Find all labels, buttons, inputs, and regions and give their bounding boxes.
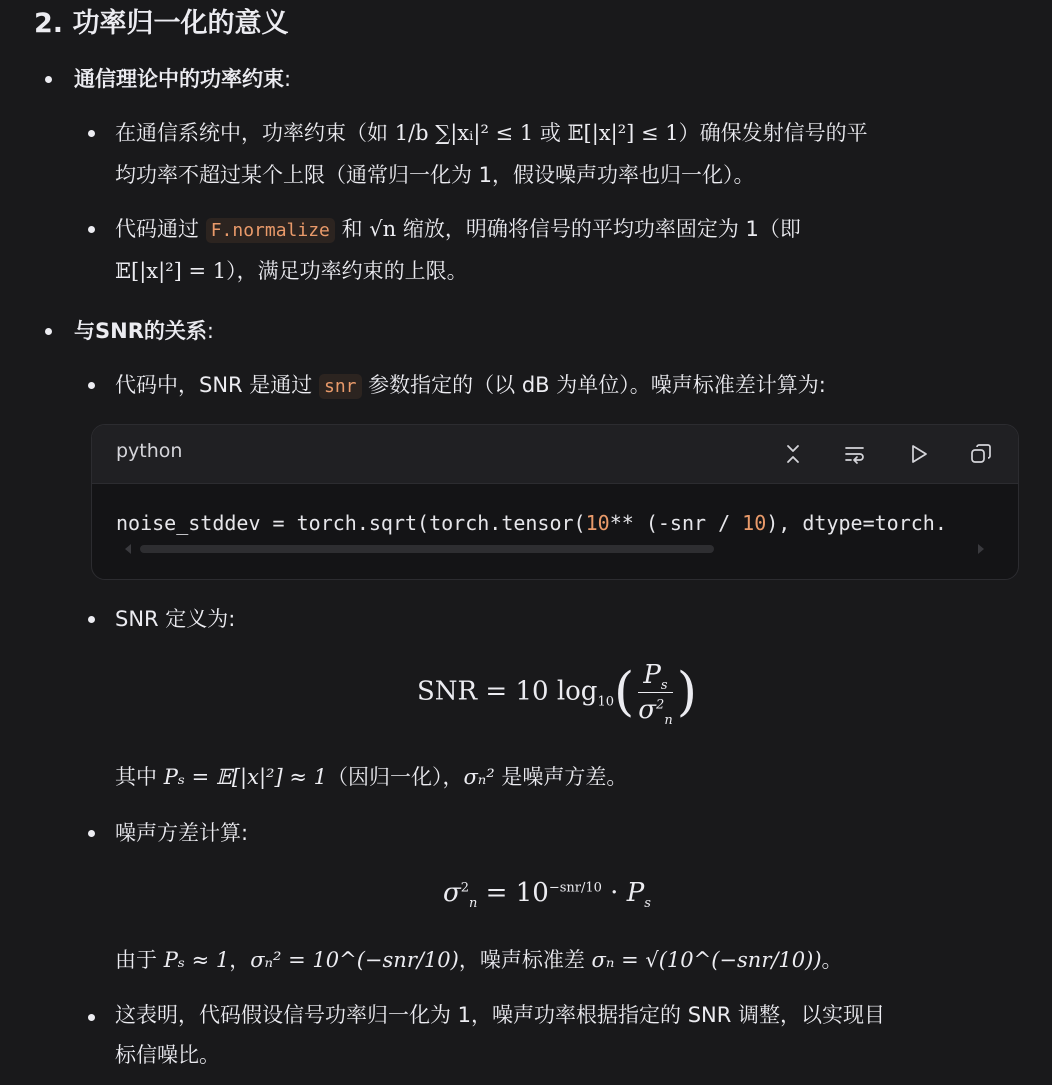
code-token: ), dtype=torch. xyxy=(766,511,947,535)
equation-note xyxy=(115,762,627,792)
math-power-sum: 1/b ∑|xᵢ|² ≤ 1 xyxy=(394,121,534,145)
eq-token: log xyxy=(548,676,598,707)
math-ps: Pₛ = 𝔼[|x|²] ≈ 1 xyxy=(163,765,327,789)
text-span: 和 xyxy=(334,217,370,241)
math-sigma-n: σₙ = √(10^(−snr/10)) xyxy=(591,948,822,972)
eq-token: n xyxy=(469,896,478,912)
horizontal-scrollbar[interactable] xyxy=(140,545,714,553)
inline-code-snr: snr xyxy=(319,374,362,399)
math-expectation: 𝔼[|x|²] = 1 xyxy=(115,259,227,283)
eq-token: −snr/10 xyxy=(548,880,602,896)
bullet-dot xyxy=(88,130,95,137)
bullet-text xyxy=(115,214,801,246)
bullet-text-cont xyxy=(115,256,468,286)
fraction xyxy=(638,660,673,729)
text-span: 代码通过 xyxy=(115,217,206,241)
colon: : xyxy=(206,319,214,343)
bullet-dot xyxy=(88,382,95,389)
code-token: noise_stddev = torch.sqrt(torch.tensor( xyxy=(116,511,586,535)
bullet-dot xyxy=(88,1014,95,1021)
text-span: 由于 xyxy=(115,948,164,972)
bullet-text-cont: 标信噪比。 xyxy=(115,1043,220,1067)
eq-token: 10 xyxy=(597,694,614,710)
text-span: 是噪声方差。 xyxy=(494,765,628,789)
math-sigma: σₙ² xyxy=(463,765,495,789)
text-span: ），满足功率约束的上限。 xyxy=(226,259,468,283)
code-number: 10 xyxy=(742,511,767,535)
math-sqrt-n: √n xyxy=(369,217,397,241)
eq-token: = xyxy=(477,878,516,908)
text-span: 其中 xyxy=(115,765,164,789)
section-title-power-constraint xyxy=(74,64,291,94)
copy-icon[interactable] xyxy=(970,443,992,465)
eq-token: σ xyxy=(638,695,657,725)
code-block-header xyxy=(92,425,1018,484)
section-heading: 2. 功率归一化的意义 xyxy=(34,8,289,39)
section-title-text: 与SNR的关系 xyxy=(74,319,207,343)
text-span: 。 xyxy=(821,948,843,972)
eq-token: · xyxy=(601,878,627,908)
eq-token: n xyxy=(664,713,673,729)
eq-paren: ) xyxy=(676,662,697,723)
wrap-lines-icon[interactable] xyxy=(844,443,866,465)
text-span: ， xyxy=(229,948,251,972)
equation-note xyxy=(115,945,843,975)
eq-token: = xyxy=(477,676,516,707)
bullet-text: 这表明，代码假设信号功率归一化为 1，噪声功率根据指定的 SNR 调整，以实现目 xyxy=(115,1003,886,1027)
bullet-dot xyxy=(45,76,52,83)
text-span: 参数指定的（以 dB 为单位）。噪声标准差计算为: xyxy=(361,373,826,397)
bullet-text xyxy=(115,118,868,148)
math-expectation: 𝔼[|x|²] ≤ 1 xyxy=(567,121,679,145)
equation-noise-variance xyxy=(443,878,651,912)
code-number: 10 xyxy=(585,511,610,535)
section-title-snr xyxy=(74,316,214,346)
eq-token: SNR xyxy=(417,676,478,707)
section-title-text: 通信理论中的功率约束 xyxy=(74,67,284,91)
bullet-dot xyxy=(45,328,52,335)
equation-snr-definition xyxy=(417,660,697,729)
eq-token: 2 xyxy=(656,697,665,713)
eq-token: σ xyxy=(443,878,461,908)
bullet-text xyxy=(115,370,826,402)
bullet-dot xyxy=(88,226,95,233)
text-span: 代码中，SNR 是通过 xyxy=(115,373,319,397)
scroll-right-arrow[interactable] xyxy=(978,544,984,554)
inline-code-normalize: F.normalize xyxy=(206,218,335,243)
eq-token: s xyxy=(660,678,668,694)
bullet-text-cont: 均功率不超过某个上限（通常归一化为 1，假设噪声功率也归一化）。 xyxy=(115,163,755,187)
code-line xyxy=(116,511,947,535)
collapse-icon[interactable] xyxy=(782,443,804,465)
math-ps: Pₛ ≈ 1 xyxy=(163,948,230,972)
code-language-label: python xyxy=(116,440,183,462)
bullet-text: SNR 定义为: xyxy=(115,607,236,631)
bullet-dot xyxy=(88,830,95,837)
run-icon[interactable] xyxy=(908,443,930,465)
eq-token: 10 xyxy=(515,878,549,908)
colon: : xyxy=(284,67,292,91)
text-span: （因归一化）， xyxy=(326,765,464,789)
eq-paren: ( xyxy=(614,662,635,723)
bullet-text: 噪声方差计算: xyxy=(115,821,249,845)
eq-token: 2 xyxy=(460,880,470,896)
code-block xyxy=(91,424,1019,580)
eq-token: P xyxy=(643,660,661,690)
text-span: 或 xyxy=(533,121,568,145)
text-span: ，噪声标准差 xyxy=(458,948,592,972)
math-sigma-squared: σₙ² = 10^(−snr/10) xyxy=(250,948,459,972)
code-token: ** (-snr / xyxy=(609,511,743,535)
eq-token: s xyxy=(644,896,651,912)
text-span: 在通信系统中，功率约束（如 xyxy=(115,121,395,145)
scroll-left-arrow[interactable] xyxy=(125,544,131,554)
eq-token: P xyxy=(626,878,645,908)
bullet-dot xyxy=(88,616,95,623)
text-span: ）确保发射信号的平 xyxy=(678,121,868,145)
eq-token: 10 xyxy=(515,676,549,707)
text-span: 缩放，明确将信号的平均功率固定为 1（即 xyxy=(396,217,801,241)
